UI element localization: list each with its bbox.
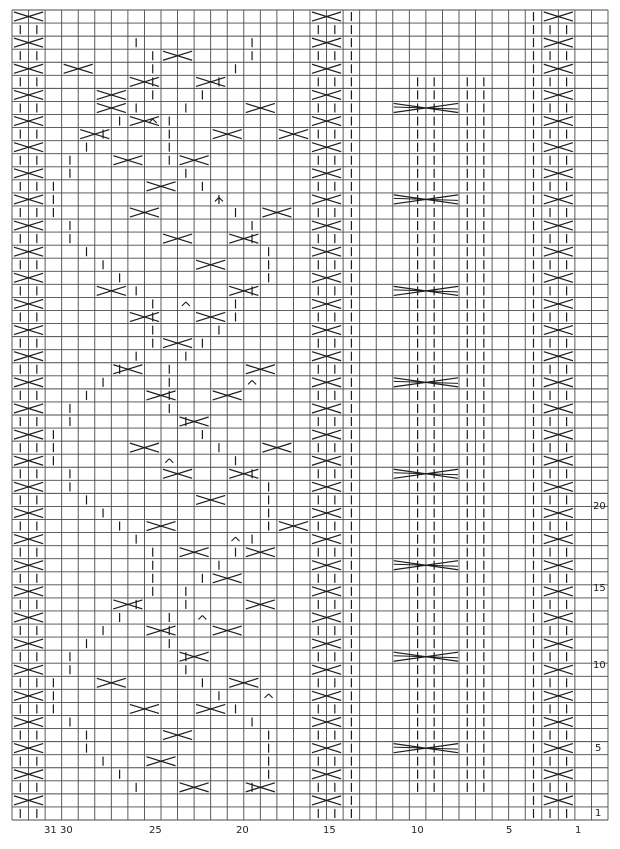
col-label-10: 10: [411, 825, 424, 836]
col-label-31: 31: [44, 825, 57, 836]
row-number-labels: [593, 501, 606, 819]
decrease-symbol: [219, 197, 223, 201]
decrease-symbol: [186, 302, 190, 306]
decrease-symbol: [252, 380, 256, 384]
col-label-15: 15: [323, 825, 336, 836]
col-label-1: 1: [575, 825, 582, 836]
column-number-labels: [44, 825, 581, 836]
decrease-symbol: [236, 537, 240, 541]
decrease-symbol: [269, 694, 273, 698]
decrease-symbol: [165, 459, 169, 463]
col-label-25: 25: [149, 825, 162, 836]
col-label-30: 30: [60, 825, 73, 836]
decrease-symbol: [198, 616, 202, 620]
decrease-symbol: [232, 537, 236, 541]
decrease-symbol: [202, 616, 206, 620]
row-label-10: 10: [593, 660, 606, 671]
row-label-20: 20: [593, 501, 606, 512]
row-label-15: 15: [593, 583, 606, 594]
row-label-5: 5: [595, 743, 602, 754]
decrease-symbol: [169, 459, 173, 463]
decrease-symbol: [182, 302, 186, 306]
decrease-symbol: [153, 119, 157, 123]
decrease-symbol: [265, 694, 269, 698]
col-label-20: 20: [236, 825, 249, 836]
decrease-symbol: [248, 380, 252, 384]
col-label-5: 5: [506, 825, 513, 836]
row-label-1: 1: [595, 808, 602, 819]
